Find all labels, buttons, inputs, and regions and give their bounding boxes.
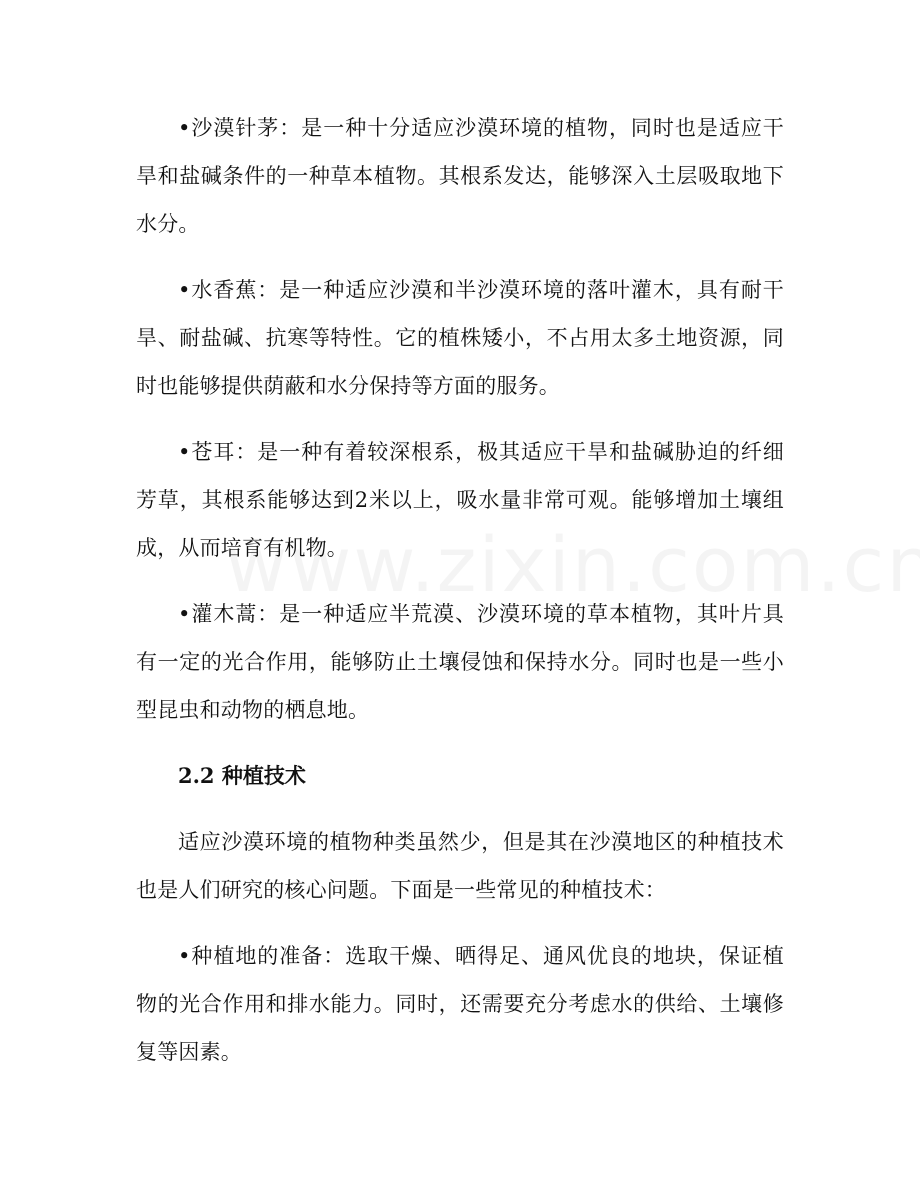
document-page	[136, 104, 784, 1076]
paragraph-text: 沙漠针茅：是一种十分适应沙漠环境的植物，同时也是适应干旱和盐碱条件的一种草本植物。其根系发达，能够深入土层吸取地下水分。	[136, 116, 784, 236]
paragraph-text: 灌木蒿：是一种适应半荒漠、沙漠环境的草本植物，其叶片具有一定的光合作用，能够防止土壤侵蚀和保持水分。同时也是一些小型昆虫和动物的栖息地。	[136, 602, 784, 722]
plant-item-water-banana	[136, 266, 784, 410]
section-intro: 适应沙漠环境的植物种类虽然少，但是其在沙漠地区的种植技术也是人们研究的核心问题。下面是一些常见的种植技术：	[136, 830, 784, 902]
bullet-marker: •	[178, 278, 191, 302]
bullet-marker: •	[178, 944, 191, 968]
technique-item-site-preparation	[136, 932, 784, 1076]
bullet-marker: •	[178, 440, 191, 464]
plant-item-shrub-artemisia	[136, 590, 784, 734]
bullet-marker: •	[178, 116, 191, 140]
paragraph-text: 水香蕉：是一种适应沙漠和半沙漠环境的落叶灌木，具有耐干旱、耐盐碱、抗寒等特性。它的植株矮小，不占用太多土地资源，同时也能够提供荫蔽和水分保持等方面的服务。	[136, 278, 784, 398]
plant-item-cocklebur	[136, 428, 784, 572]
paragraph-text: 苍耳：是一种有着较深根系，极其适应干旱和盐碱胁迫的纤细芳草，其根系能够达到2米以上，吸水量非常可观。能够增加土壤组成，从而培育有机物。	[136, 440, 784, 560]
plant-item-desert-needlegrass	[136, 104, 784, 248]
bullet-marker: •	[178, 602, 191, 626]
section-heading: 2.2 种植技术	[178, 763, 306, 788]
paragraph-text: 种植地的准备：选取干燥、晒得足、通风优良的地块，保证植物的光合作用和排水能力。同时，还需要充分考虑水的供给、土壤修复等因素。	[136, 944, 784, 1064]
